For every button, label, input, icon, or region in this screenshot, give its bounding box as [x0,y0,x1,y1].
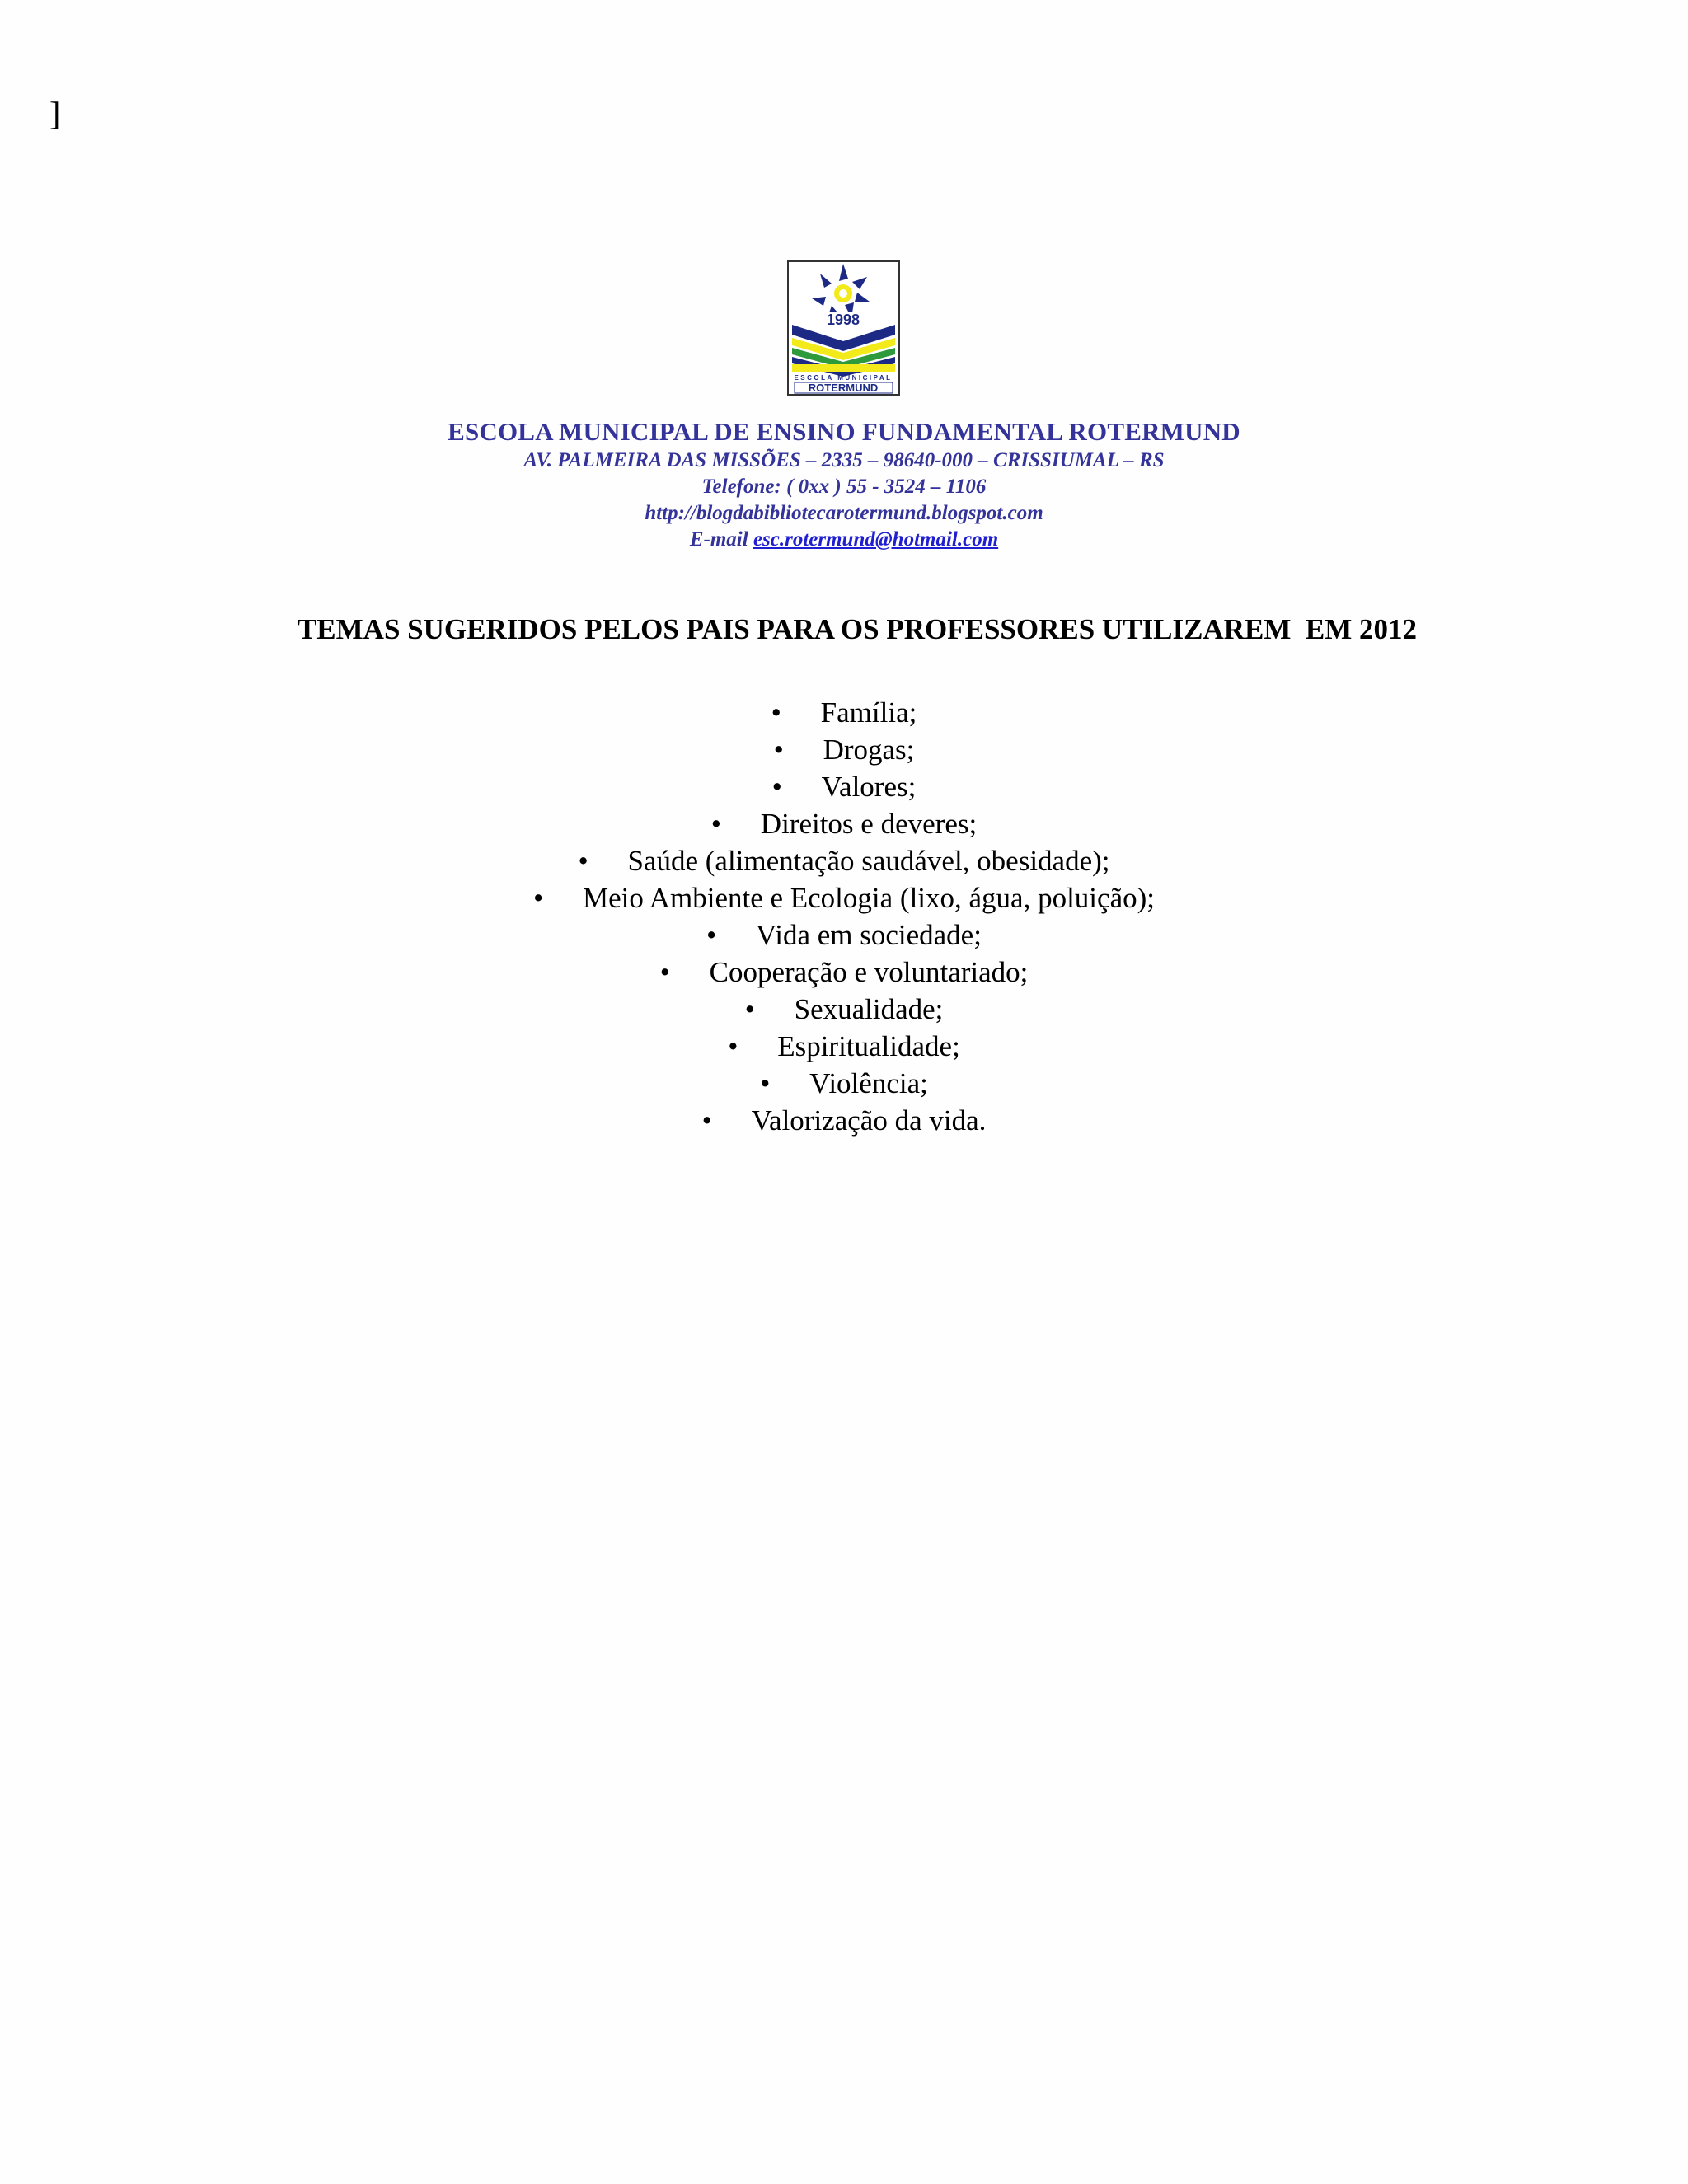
bullet-icon: • [771,771,782,803]
list-item [0,991,1688,1028]
bullet-icon: • [744,993,755,1025]
school-phone: Telefone: ( 0xx ) 55 - 3524 – 1106 [701,476,987,498]
list-item-text: Cooperação e voluntariado; [709,956,1029,988]
chevron-stripes-icon [792,325,895,377]
bullet-icon: • [773,733,784,766]
list-item-text: Drogas; [823,733,915,766]
logo-year: 1998 [826,312,860,328]
list-item [0,1102,1688,1139]
school-address: AV. PALMEIRA DAS MISSÕES – 2335 – 98640-000 – CRISSIUMAL – RS [523,449,1165,471]
bullet-icon: • [710,808,722,840]
list-item-text: Violência; [809,1067,928,1099]
bullet-icon: • [533,882,544,914]
list-item [0,879,1688,916]
list-item [0,731,1688,768]
school-name: ESCOLA MUNICIPAL DE ENSINO FUNDAMENTAL ROTERMUND [448,417,1240,446]
logo-school-name: ROTERMUND [808,382,879,394]
email-label: E-mail [689,528,748,551]
list-item [0,694,1688,731]
bullet-icon: • [706,919,717,951]
list-item-text: Saúde (alimentação saudável, obesidade); [627,845,1110,877]
list-item-text: Valores; [821,771,917,803]
bullet-icon: • [760,1067,771,1099]
list-item-text: Direitos e deveres; [760,808,978,840]
bullet-icon: • [701,1104,712,1137]
topics-list [0,694,1688,1139]
school-website: http://blogdabibliotecarotermund.blogspot.com [645,502,1043,524]
list-item [0,768,1688,805]
document-title: TEMAS SUGERIDOS PELOS PAIS PARA OS PROFESSORES UTILIZAREM EM 2012 [297,613,1418,645]
list-item-text: Meio Ambiente e Ecologia (lixo, água, poluição); [583,882,1155,914]
list-item [0,1028,1688,1065]
list-item [0,805,1688,842]
list-item [0,916,1688,954]
bullet-icon: • [578,845,588,877]
letterhead [0,416,1688,553]
email-link[interactable]: esc.rotermund@hotmail.com [753,528,999,551]
list-item-text: Sexualidade; [794,993,944,1025]
list-item [0,954,1688,991]
list-item-text: Valorização da vida. [751,1104,987,1137]
bullet-icon: • [771,696,781,729]
stray-bracket-mark: ] [49,95,61,132]
list-item-text: Espiritualidade; [777,1030,960,1062]
school-email-line [0,527,1688,553]
list-item-text: Vida em sociedade; [756,919,982,951]
list-item [0,1065,1688,1102]
list-item-text: Família; [820,696,917,729]
logo-school-type: ESCOLA MUNICIPAL [794,374,893,382]
bullet-icon: • [728,1030,738,1062]
bullet-icon: • [659,956,670,988]
list-item [0,842,1688,879]
school-logo [787,260,900,396]
